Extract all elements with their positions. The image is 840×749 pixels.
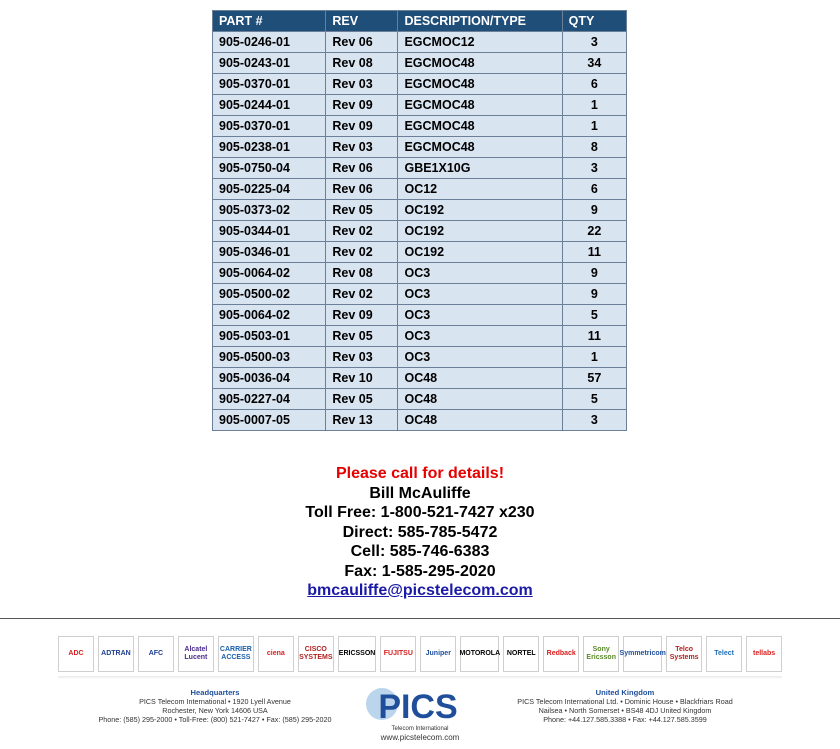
cell-description: OC3 [398, 263, 562, 284]
table-row [213, 305, 627, 326]
hq-line3: Phone: (585) 295-2000 • Toll-Free: (800) 521-7427 • Fax: (585) 295-2020 [98, 715, 332, 724]
cell-description: OC48 [398, 389, 562, 410]
cell-description: OC48 [398, 410, 562, 431]
cell-rev: Rev 09 [326, 95, 398, 116]
hq-line1: PICS Telecom International • 1920 Lyell Avenue [139, 697, 291, 706]
cell-rev: Rev 06 [326, 32, 398, 53]
cell-part: 905-0246-01 [213, 32, 326, 53]
cell-rev: Rev 09 [326, 116, 398, 137]
table-row [213, 242, 627, 263]
pics-brand-sub: Telecom International [391, 726, 449, 732]
table-row [213, 368, 627, 389]
ericsson-logo: ERICSSON [338, 636, 377, 672]
nortel-logo: NORTEL [503, 636, 539, 672]
cell-description: EGCMOC48 [398, 74, 562, 95]
table-row [213, 263, 627, 284]
uk-title: United Kingdom [595, 688, 655, 697]
hq-line2: Rochester, New York 14606 USA [162, 706, 268, 715]
pics-website[interactable]: www.picstelecom.com [380, 733, 460, 742]
cell-qty: 8 [562, 137, 626, 158]
uk-address [500, 688, 750, 724]
cell-part: 905-0503-01 [213, 326, 326, 347]
redback-logo: Redback [543, 636, 579, 672]
cell-qty: 6 [562, 74, 626, 95]
table-row [213, 284, 627, 305]
cell-description: EGCMOC48 [398, 137, 562, 158]
cell-rev: Rev 05 [326, 200, 398, 221]
sony-ericsson-logo: Sony Ericsson [583, 636, 619, 672]
header-description: DESCRIPTION/TYPE [398, 11, 562, 32]
contact-cell: Cell: 585-746-6383 [350, 543, 490, 560]
contact-fax: Fax: 1-585-295-2020 [344, 562, 496, 580]
cell-qty: 34 [562, 53, 626, 74]
table-row [213, 158, 627, 179]
uk-line2: Nailsea • North Somerset • BS48 4DJ United Kingdom [538, 706, 712, 715]
partner-logo-strip [58, 636, 782, 672]
cell-rev: Rev 03 [326, 74, 398, 95]
cell-description: OC3 [398, 326, 562, 347]
cisco-logo: CISCO SYSTEMS [298, 636, 334, 672]
hq-title: Headquarters [190, 688, 240, 697]
table-row [213, 32, 627, 53]
cell-part: 905-0370-01 [213, 116, 326, 137]
header-qty: QTY [562, 11, 626, 32]
table-row [213, 179, 627, 200]
table-row [213, 389, 627, 410]
cell-description: EGCMOC48 [398, 116, 562, 137]
cell-rev: Rev 03 [326, 137, 398, 158]
cell-rev: Rev 02 [326, 284, 398, 305]
table-row [213, 221, 627, 242]
cell-qty: 9 [562, 284, 626, 305]
cell-part: 905-0243-01 [213, 53, 326, 74]
cell-qty: 22 [562, 221, 626, 242]
cell-part: 905-0344-01 [213, 221, 326, 242]
cell-part: 905-0238-01 [213, 137, 326, 158]
cell-description: OC12 [398, 179, 562, 200]
cell-qty: 3 [562, 32, 626, 53]
tellabs-logo: tellabs [746, 636, 782, 672]
cell-description: OC192 [398, 221, 562, 242]
alcatel-lucent-logo: Alcatel Lucent [178, 636, 214, 672]
parts-table [212, 10, 627, 431]
contact-block [0, 464, 840, 601]
cell-description: OC192 [398, 200, 562, 221]
cell-part: 905-0500-02 [213, 284, 326, 305]
cell-qty: 9 [562, 263, 626, 284]
table-row [213, 410, 627, 431]
cell-rev: Rev 08 [326, 263, 398, 284]
cell-description: OC3 [398, 347, 562, 368]
table-row [213, 53, 627, 74]
cell-qty: 6 [562, 179, 626, 200]
cell-part: 905-0750-04 [213, 158, 326, 179]
cell-rev: Rev 02 [326, 242, 398, 263]
carrier-access-logo: CARRIER ACCESS [218, 636, 254, 672]
symmetricom-logo: Symmetricom [623, 636, 662, 672]
uk-line3: Phone: +44.127.585.3388 • Fax: +44.127.585.3599 [543, 715, 707, 724]
call-for-details: Please call for details! [335, 465, 505, 482]
cell-part: 905-0370-01 [213, 74, 326, 95]
cell-qty: 3 [562, 410, 626, 431]
cell-description: OC192 [398, 242, 562, 263]
cell-part: 905-0373-02 [213, 200, 326, 221]
footer-divider [0, 618, 840, 619]
contact-name: Bill McAuliffe [369, 484, 471, 502]
header-rev: REV [326, 11, 398, 32]
cell-description: GBE1X10G [398, 158, 562, 179]
table-row [213, 326, 627, 347]
fujitsu-logo: FUJITSU [380, 636, 416, 672]
cell-rev: Rev 10 [326, 368, 398, 389]
cell-qty: 1 [562, 347, 626, 368]
pics-logo [360, 682, 480, 738]
cell-part: 905-0500-03 [213, 347, 326, 368]
hq-address [90, 688, 340, 724]
cell-description: EGCMOC48 [398, 95, 562, 116]
ciena-logo: ciena [258, 636, 294, 672]
cell-rev: Rev 03 [326, 347, 398, 368]
cell-part: 905-0346-01 [213, 242, 326, 263]
cell-rev: Rev 13 [326, 410, 398, 431]
juniper-logo: Juniper [420, 636, 456, 672]
motorola-logo: MOTOROLA [460, 636, 499, 672]
cell-qty: 5 [562, 305, 626, 326]
cell-qty: 1 [562, 95, 626, 116]
cell-rev: Rev 05 [326, 389, 398, 410]
contact-toll-free: Toll Free: 1-800-521-7427 x230 [305, 504, 535, 521]
table-row [213, 137, 627, 158]
afc-logo: AFC [138, 636, 174, 672]
cell-rev: Rev 02 [326, 221, 398, 242]
cell-rev: Rev 05 [326, 326, 398, 347]
cell-qty: 3 [562, 158, 626, 179]
cell-part: 905-0036-04 [213, 368, 326, 389]
contact-direct: Direct: 585-785-5472 [342, 523, 498, 541]
cell-part: 905-0225-04 [213, 179, 326, 200]
table-header-row [213, 11, 627, 32]
cell-part: 905-0064-02 [213, 263, 326, 284]
cell-part: 905-0227-04 [213, 389, 326, 410]
cell-rev: Rev 06 [326, 179, 398, 200]
telco-systems-logo: Telco Systems [666, 636, 702, 672]
cell-rev: Rev 06 [326, 158, 398, 179]
logo-strip-shadow [58, 676, 782, 679]
cell-qty: 9 [562, 200, 626, 221]
cell-description: OC48 [398, 368, 562, 389]
cell-description: EGCMOC12 [398, 32, 562, 53]
telect-logo: Telect [706, 636, 742, 672]
adtran-logo: ADTRAN [98, 636, 134, 672]
cell-description: OC3 [398, 284, 562, 305]
cell-qty: 11 [562, 326, 626, 347]
header-part: PART # [213, 11, 326, 32]
contact-email-link[interactable]: bmcauliffe@picstelecom.com [307, 582, 533, 599]
table-row [213, 116, 627, 137]
cell-rev: Rev 08 [326, 53, 398, 74]
cell-part: 905-0007-05 [213, 410, 326, 431]
table-row [213, 74, 627, 95]
cell-description: EGCMOC48 [398, 53, 562, 74]
cell-qty: 1 [562, 116, 626, 137]
table-row [213, 200, 627, 221]
pics-brand-text: PICS [378, 688, 458, 726]
cell-qty: 5 [562, 389, 626, 410]
cell-qty: 57 [562, 368, 626, 389]
table-row [213, 347, 627, 368]
adc-logo: ADC [58, 636, 94, 672]
table-row [213, 95, 627, 116]
cell-qty: 11 [562, 242, 626, 263]
cell-rev: Rev 09 [326, 305, 398, 326]
uk-line1: PICS Telecom International Ltd. • Dominic House • Blackfriars Road [517, 697, 733, 706]
cell-part: 905-0064-02 [213, 305, 326, 326]
cell-part: 905-0244-01 [213, 95, 326, 116]
cell-description: OC3 [398, 305, 562, 326]
